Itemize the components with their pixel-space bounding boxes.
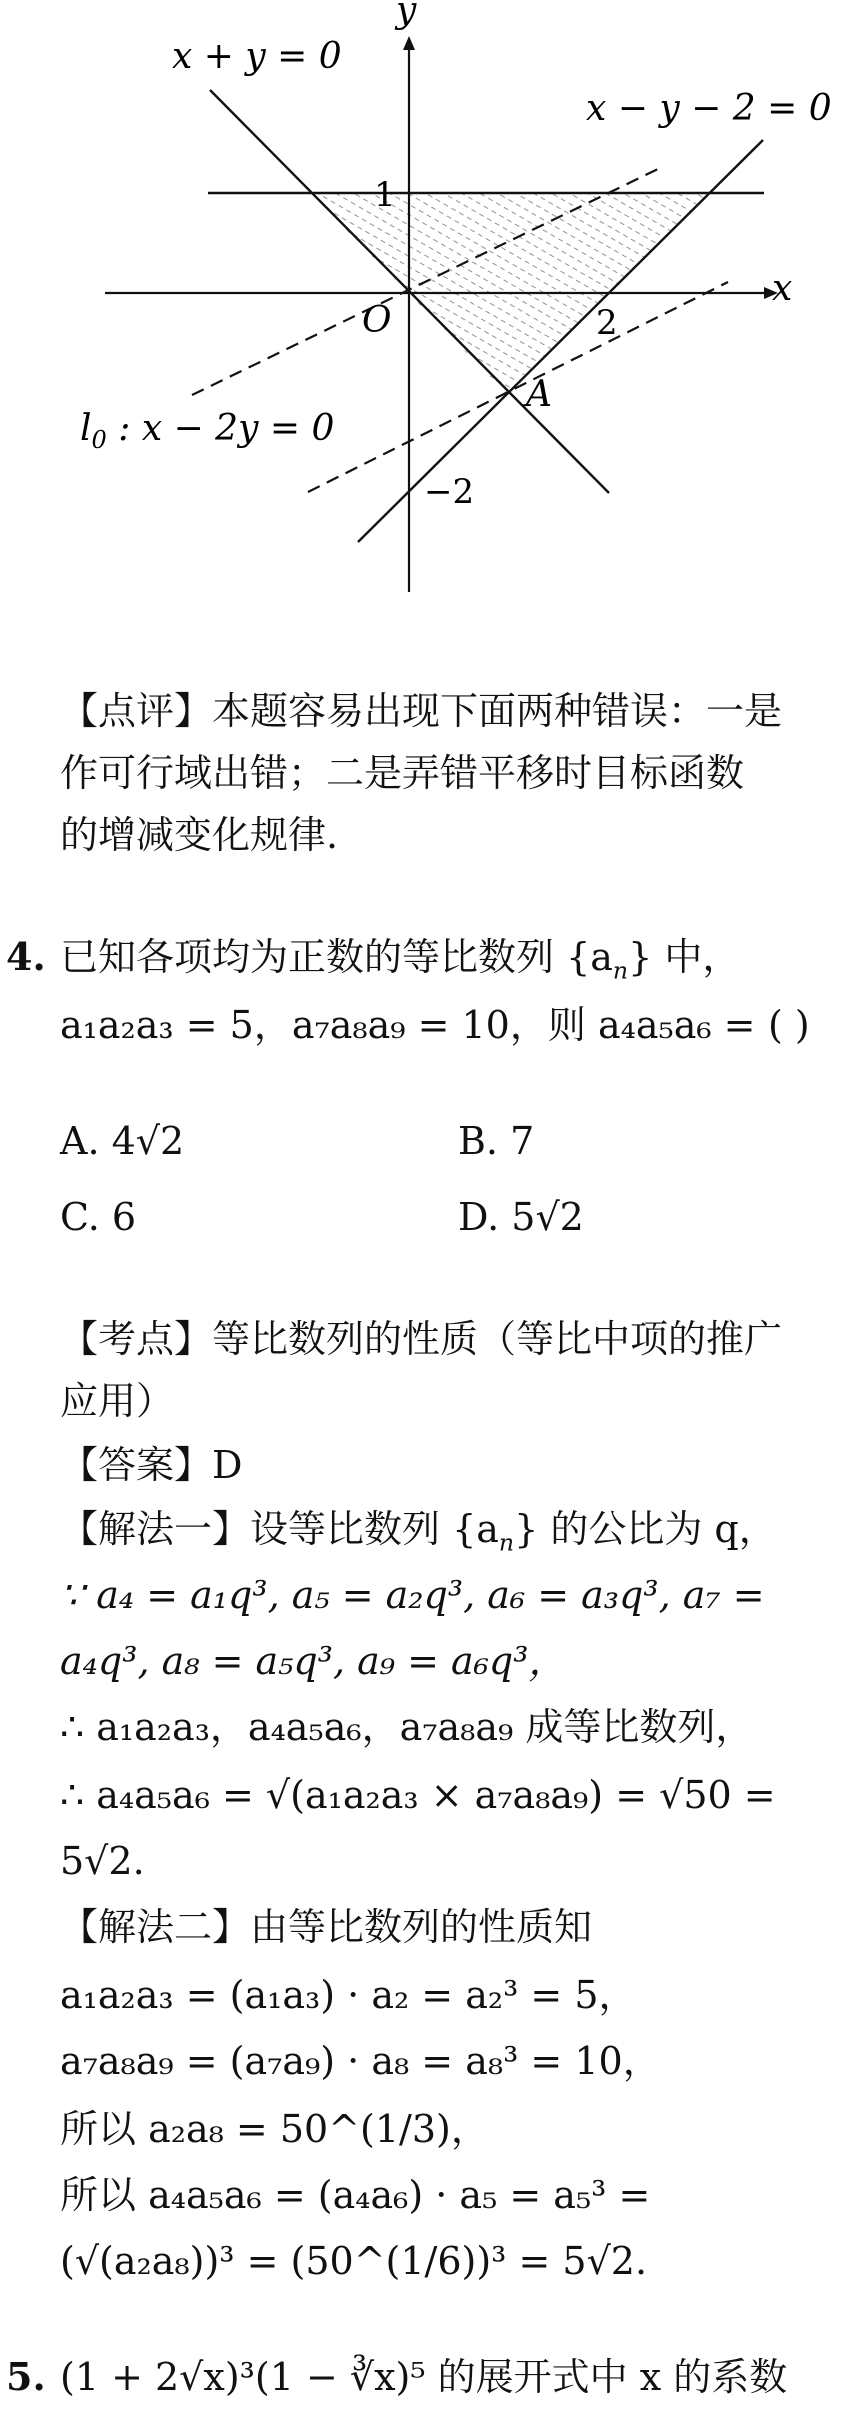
point-a-label: A — [526, 374, 552, 415]
x-axis-label: x — [772, 268, 793, 309]
method2-line-3: 所以 a₂a₈ = 50^(1/3)， — [60, 2107, 489, 2151]
method2-line-2: a₇a₈a₉ = (a₇a₉) · a₈ = a₈³ = 10， — [60, 2039, 661, 2083]
question-4-stem-line-1: 已知各项均为正数的等比数列 $\{a_n\}$ 中， — [60, 935, 741, 985]
comment-line-3: 的增减变化规律. — [60, 813, 339, 857]
question-4-number: 4. — [6, 934, 46, 979]
feasible-region-graph — [0, 0, 856, 600]
comment-line-2: 作可行域出错；二是弄错平移时目标函数 — [60, 751, 745, 795]
tick-1-label: 1 — [374, 175, 396, 215]
method1-line-1: ∵ a₄ = a₁q³, a₅ = a₂q³, a₆ = a₃q³, a₇ = — [60, 1573, 765, 1617]
tick-2-label: 2 — [596, 303, 618, 343]
question-5-number: 5. — [6, 2354, 46, 2399]
option-c: C. 6 — [60, 1195, 137, 1239]
question-5-stem: (1 + 2√x)³(1 − ∛x)⁵ 的展开式中 x 的系数 — [60, 2355, 788, 2399]
tick-neg2-label: −2 — [424, 472, 475, 512]
l0-label: $l_0$ : x − 2y = 0 — [80, 408, 335, 454]
method1-line-5: 5√2. — [60, 1839, 145, 1883]
option-a: A. 4√2 — [60, 1119, 185, 1163]
method2-line-1: a₁a₂a₃ = (a₁a₃) · a₂ = a₂³ = 5， — [60, 1973, 637, 2017]
method2-line-5: (√(a₂a₈))³ = (50^(1/6))³ = 5√2. — [60, 2239, 648, 2283]
answer-line: 【答案】D — [60, 1443, 243, 1487]
method1-title: 【解法一】设等比数列 $\{a_n\}$ 的公比为 q， — [60, 1507, 777, 1557]
kaodian-line-2: 应用） — [60, 1379, 175, 1423]
option-b: B. 7 — [458, 1119, 535, 1163]
kaodian-line-1: 【考点】等比数列的性质（等比中项的推广 — [60, 1317, 783, 1361]
y-axis-arrow — [403, 36, 415, 50]
answer-bracket: ( ) — [768, 1003, 810, 1047]
method1-line-2: a₄q³, a₈ = a₅q³, a₉ = a₆q³， — [60, 1639, 567, 1683]
option-d: D. 5√2 — [458, 1195, 584, 1239]
question-4-stem-line-2: a₁a₂a₃ = 5，a₇a₈a₉ = 10，则 a₄a₅a₆ = — [60, 1003, 756, 1047]
line2-label: x − y − 2 = 0 — [586, 88, 832, 129]
origin-label: O — [362, 300, 392, 341]
method1-line-3: ∴ a₁a₂a₃，a₄a₅a₆，a₇a₈a₉ 成等比数列， — [60, 1705, 754, 1749]
method2-title: 【解法二】由等比数列的性质知 — [60, 1905, 593, 1949]
y-axis-label: y — [396, 0, 417, 31]
comment-line-1: 【点评】本题容易出现下面两种错误：一是 — [60, 689, 783, 733]
method2-line-4: 所以 a₄a₅a₆ = (a₄a₆) · a₅ = a₅³ = — [60, 2173, 651, 2217]
line1-label: x + y = 0 — [172, 36, 342, 77]
method1-line-4: ∴ a₄a₅a₆ = √(a₁a₂a₃ × a₇a₈a₉) = √50 = — [60, 1773, 776, 1817]
